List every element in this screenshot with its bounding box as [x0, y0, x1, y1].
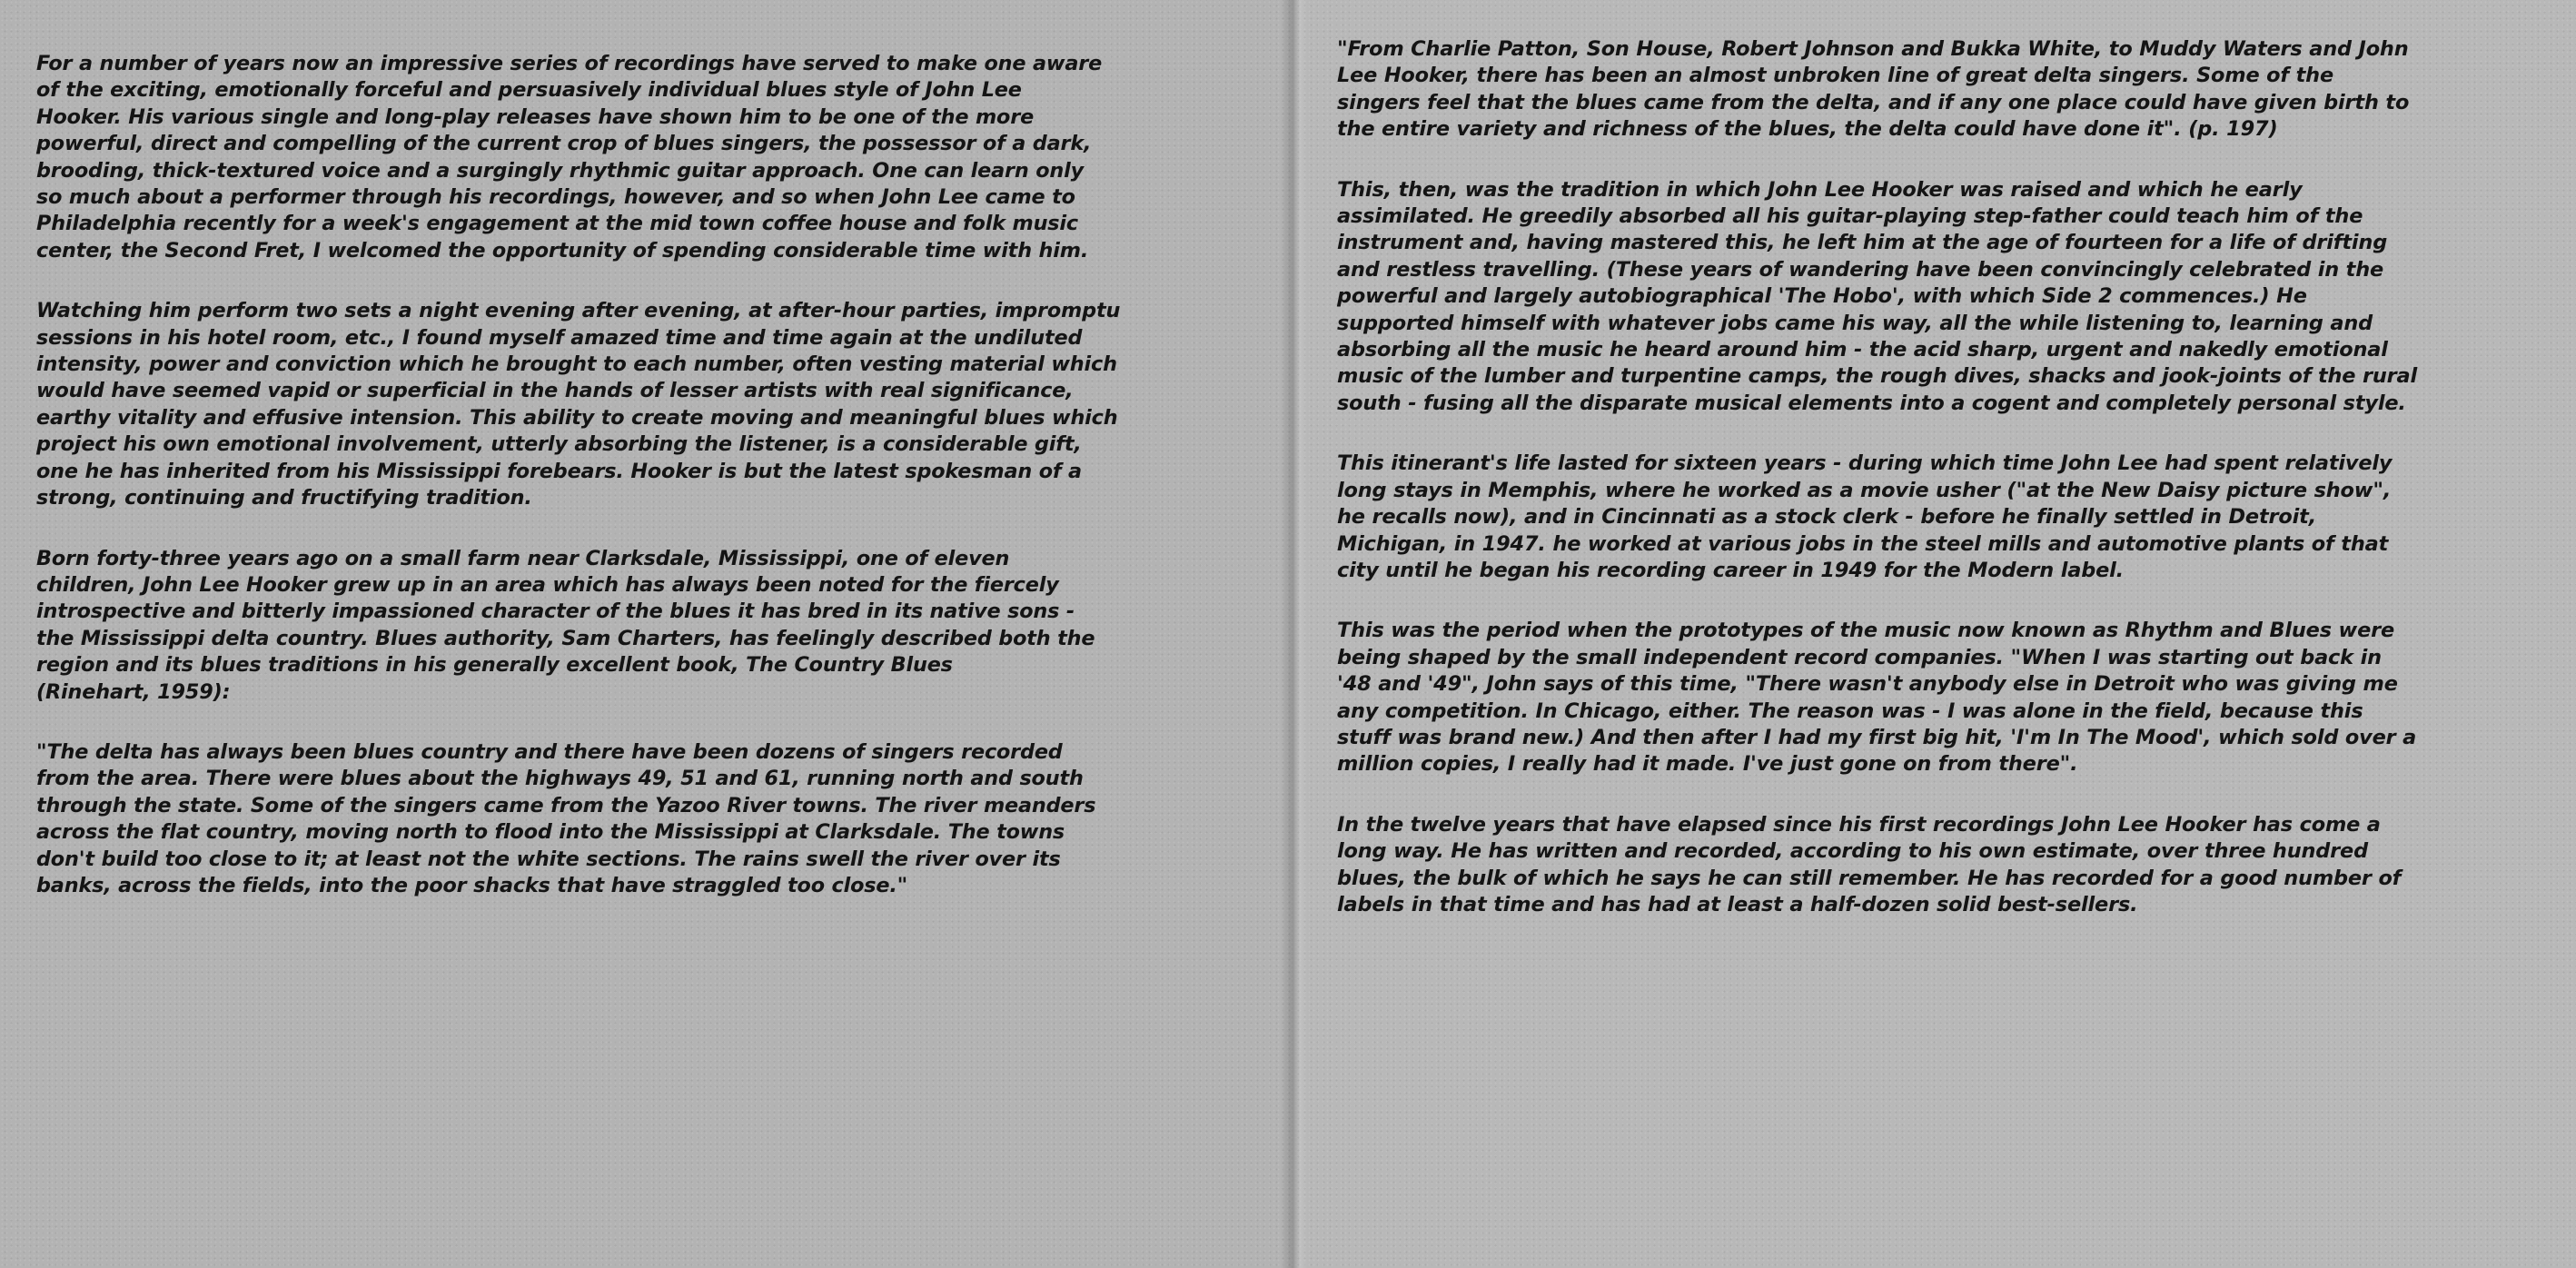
right-paragraph-1-quote: "From Charlie Patton, Son House, Robert Johnson and Bukka White, to Muddy Waters and John Lee Hooker, there has been an almost unbroken line of great delta singers. Some of the singers feel that the blues came from the delta, and if any one place could have given birth to the entire variety and richness of the blues, the delta could have done it". (p. 197): [1337, 37, 2410, 142]
right-paragraph-2: This, then, was the tradition in which John Lee Hooker was raised and which he early assimilated. He greedily absorbed all his guitar-playing step-father could teach him of the instrument and, having mastered this, he left him at the age of fourteen for a life of drifting and restless travelling. (These years of wandering have been convincingly celebrated in the powerful and largely autobiographical 'The Hobo', with which Side 2 commences.) He supported himself with whatever jobs came his way, all the while listening to, learning and absorbing all the music he heard around him - the acid sharp, urgent and nakedly emotional music of the lumber and turpentine camps, the rough dives, shacks and jook-joints of the rural south - fusing all the disparate musical elements into a cogent and completely personal style.: [1337, 177, 2418, 415]
right-page: [1293, 0, 2576, 1268]
left-paragraph-3: Born forty-three years ago on a small farm near Clarksdale, Mississippi, one of eleven children, John Lee Hooker grew up in an area which has always been noted for the fiercely introspective and bitterly impassioned character of the blues it has bred in its native sons - the Mississippi delta country. Blues authority, Sam Charters, has feelingly described both the region and its blues traditions in his generally excellent book, The Country Blues (Rinehart, 1959):: [36, 546, 1095, 704]
left-paragraph-2: Watching him perform two sets a night evening after evening, at after-hour parties, impromptu sessions in his hotel room, etc., I found myself amazed time and time again at the undiluted intensity, power and conviction which he brought to each number, often vesting material which would have seemed vapid or superficial in the hands of lesser artists with real significance, earthy vitality and effusive intension. This ability to create moving and meaningful blues which project his own emotional involvement, utterly absorbing the listener, is a considerable gift, one he has inherited from his Mississippi forebears. Hooker is but the latest spokesman of a strong, continuing and fructifying tradition.: [36, 299, 1121, 510]
right-paragraph-3: This itinerant's life lasted for sixteen years - during which time John Lee had spent relatively long stays in Memphis, where he worked as a movie usher ("at the New Daisy picture show", he recalls now), and in Cincinnati as a stock clerk - before he finally settled in Detroit, Michigan, in 1947. he worked at various jobs in the steel mills and automotive plants of that city until he began his recording career in 1949 for the Modern label.: [1337, 451, 2393, 582]
right-paragraph-5: In the twelve years that have elapsed since his first recordings John Lee Hooker has come a long way. He has written and recorded, according to his own estimate, over three hundred blues, the bulk of which he says he can still remember. He has recorded for a good number of labels in that time and has had at least a half-dozen solid best-sellers.: [1337, 812, 2402, 916]
left-paragraph-4-quote: "The delta has always been blues country and there have been dozens of singers recorded from the area. There were blues about the highways 49, 51 and 61, running north and south through the state. Some of the singers came from the Yazoo River towns. The river meanders across the flat country, moving north to flood into the Mississippi at Clarksdale. The towns don't build too close to it; at least not the white sections. The rains swell the river over its banks, across the fields, into the poor shacks that have straggled too close.": [36, 739, 1096, 897]
right-paragraph-4: This was the period when the prototypes of the music now known as Rhythm and Blues were being shaped by the small independent record companies. "When I was starting out back in '48 and '49", John says of this time, "There wasn't anybody else in Detroit who was giving me any competition. In Chicago, either. The reason was - I was alone in the field, because this stuff was brand new.) And then after I had my first big hit, 'I'm In The Mood', which sold over a million copies, I really had it made. I've just gone on from there".: [1337, 619, 2417, 777]
left-paragraph-1: For a number of years now an impressive series of recordings have served to make one aware of the exciting, emotionally forceful and persuasively individual blues style of John Lee Hooker. His various single and long-play releases have shown him to be one of the more powerful, direct and compelling of the current crop of blues singers, the possessor of a dark, brooding, thick-textured voice and a surgingly rhythmic guitar approach. One can learn only so much about a performer through his recordings, however, and so when John Lee came to Philadelphia recently for a week's engagement at the mid town coffee house and folk music center, the Second Fret, I welcomed the opportunity of spending considerable time with him.: [36, 52, 1103, 263]
